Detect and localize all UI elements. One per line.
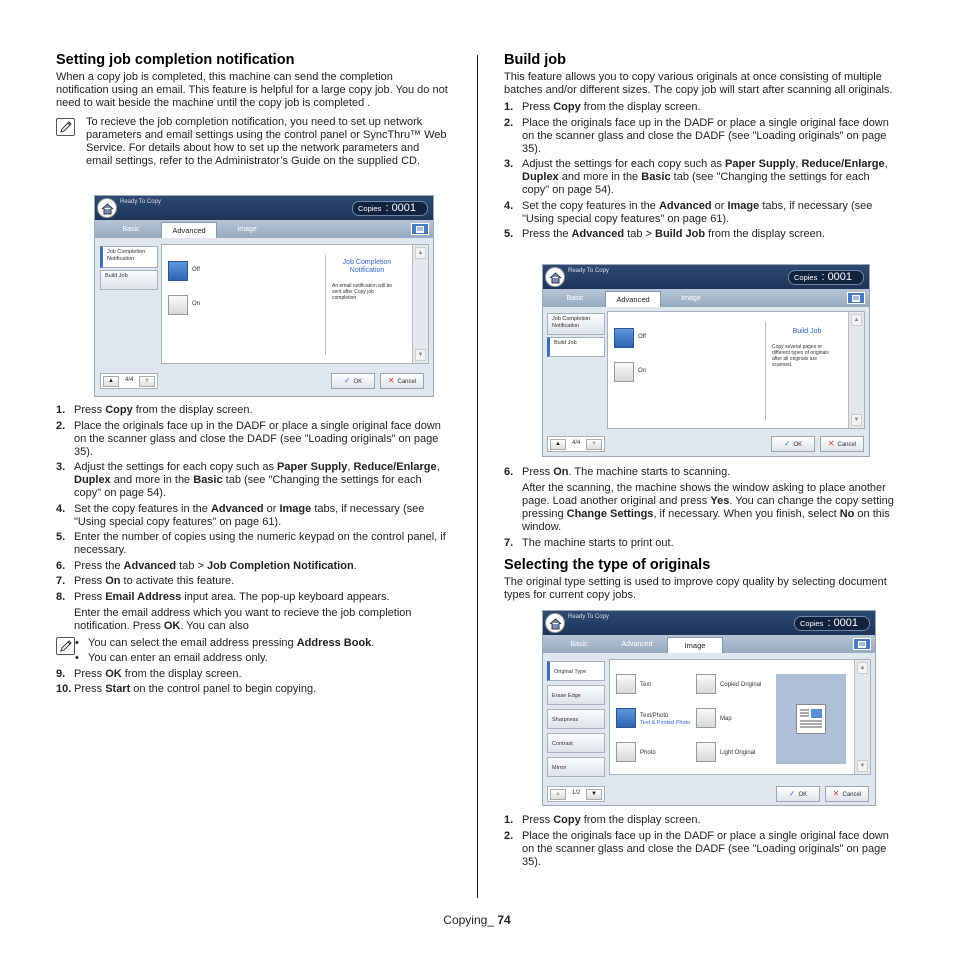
step-text: Adjust the settings for each copy such as Paper Supply, Reduce/Enlarge, Duplex and more in the Basic tab (see "Changing the settings for each copy" on page 54). [522, 158, 888, 196]
scroll-down-icon[interactable]: ▼ [857, 760, 868, 772]
option-photo-label: Photo [640, 750, 656, 756]
step-text: Press OK from the display screen. [74, 667, 242, 680]
note-block [56, 116, 448, 168]
step-number: 5. [504, 228, 514, 240]
step-number: 2. [504, 829, 514, 842]
step-text: Place the originals face up in the DADF or place a single original face down on the scanner glass and close the DADF (see "Loading originals" on page 35). [522, 116, 889, 155]
option-on-label: On [192, 301, 201, 307]
note-bullet: • You can select the email address pressing Address Book. [88, 637, 448, 650]
step-text: Press Copy from the display screen. [522, 101, 701, 113]
option-off-label: Off [192, 267, 200, 273]
page-up-icon[interactable]: ▲ [550, 439, 566, 450]
ready-status: Ready To Copy [568, 614, 609, 620]
step-text: Adjust the settings for each copy such as Paper Supply, Reduce/Enlarge, Duplex and more in the Basic tab (see "Changing the settings for each copy" on page 54). [74, 461, 440, 499]
intro-text: When a copy job is completed, this machine can send the completion notification using an email. This feature is helpful for a large copy job. You do not need to wait beside the machine until the copy job is completed . [56, 71, 448, 109]
step-text: Place the originals face up in the DADF or place a single original face down on the scanner glass and close the DADF (see "Loading originals" on page 35). [74, 419, 441, 458]
ok-button[interactable]: ✓ OK [331, 373, 375, 389]
step-text: Press Copy from the display screen. [74, 404, 253, 416]
step-number: 5. [56, 531, 66, 543]
page-down-icon[interactable]: ▼ [139, 376, 155, 387]
step-item [504, 537, 896, 550]
page-indicator: 4/4 [125, 377, 134, 383]
options-panel [607, 311, 865, 429]
note-bullet: • You can enter an email address only. [88, 652, 448, 665]
step-item [504, 117, 896, 156]
scrollbar[interactable] [854, 660, 870, 774]
step-number: 10. [56, 683, 72, 695]
step-text: Press Copy from the display screen. [522, 814, 701, 826]
step-number: 3. [56, 461, 66, 473]
inner-note [38, 637, 448, 665]
cancel-button[interactable]: ✕ Cancel [820, 436, 864, 452]
pager [547, 436, 605, 452]
step-number: 2. [56, 419, 66, 432]
option-text[interactable] [616, 674, 636, 694]
side-contrast[interactable]: Contrast [547, 733, 605, 753]
page-indicator: 4/4 [572, 440, 581, 446]
option-off[interactable] [614, 328, 634, 348]
step-text: Enter the number of copies using the numeric keypad on the control panel, if necessary. [74, 531, 446, 556]
screen-job-notification [94, 195, 434, 397]
check-icon: ✓ [783, 439, 791, 448]
step-text: Press the Advanced tab > Job Completion Notification. [74, 559, 357, 572]
step-item [56, 591, 448, 633]
home-button[interactable] [545, 613, 565, 633]
options-panel [609, 659, 871, 775]
scroll-up-icon[interactable]: ▲ [857, 662, 868, 674]
step-number: 4. [56, 502, 66, 515]
step-item [504, 200, 896, 226]
step-number: 1. [504, 814, 514, 826]
right-steps [504, 101, 896, 241]
note-text: To recieve the job completion notification, you need to set up network parameters and email settings using the control panel or SyncThru™ Web Service. For details about how to set up the network parameters and email settings, refer to the Administrator’s Guide on the supplied CD. [86, 116, 447, 167]
page-footer [0, 913, 954, 927]
side-job-completion[interactable]: Job Completion Notification [547, 313, 605, 335]
screen-build-job [542, 264, 870, 457]
step-item [504, 466, 896, 534]
left-column [56, 52, 448, 695]
step-item [56, 575, 448, 588]
left-steps [56, 404, 448, 633]
preview-area [776, 674, 846, 764]
ready-status: Ready To Copy [120, 199, 161, 205]
step-text: Place the originals face up in the DADF or place a single original face down on the scanner glass and close the DADF (see "Loading originals" on page 35). [522, 829, 889, 868]
option-on[interactable] [614, 362, 634, 382]
footer-section: Copying_ [443, 913, 494, 927]
left-steps-2 [56, 668, 448, 697]
job-status-icon[interactable] [411, 223, 429, 235]
step-item [56, 668, 448, 681]
step-text: Set the copy features in the Advanced or Image tabs, if necessary (see "Using special copy features" on page 61). [74, 502, 425, 528]
page-indicator: 1/2 [572, 790, 581, 796]
right-steps-2 [504, 466, 896, 550]
job-status-icon[interactable] [847, 292, 865, 304]
tab-basic[interactable]: Basic [570, 641, 588, 648]
option-off-label: Off [638, 334, 646, 340]
option-light-original[interactable] [696, 742, 716, 762]
side-erase-edge[interactable]: Erase Edge [547, 685, 605, 705]
step-text: Press the Advanced tab > Build Job from the display screen. [522, 228, 825, 240]
tab-basic[interactable]: Basic [566, 295, 584, 302]
step-item [504, 228, 896, 241]
step-item [504, 158, 896, 197]
scroll-up-icon[interactable]: ▲ [415, 247, 426, 259]
copies-counter: Copies : 0001 [352, 201, 428, 216]
option-copied-original-label: Copied Original [720, 682, 762, 688]
document-preview-icon [796, 704, 826, 734]
step-item [56, 503, 448, 529]
desc-text: Copy several pages or different types of originals after all originals are scanned. [772, 344, 829, 368]
step-item [56, 404, 448, 417]
option-text-photo[interactable] [616, 708, 636, 728]
option-map-label: Map [720, 716, 732, 722]
side-build-job[interactable]: Build Job [547, 337, 605, 357]
step-number: 1. [504, 101, 514, 113]
right-column [504, 52, 896, 868]
step-number: 4. [504, 199, 514, 212]
page-down-icon[interactable]: ▼ [586, 439, 602, 450]
side-build-job[interactable]: Build Job [100, 270, 158, 290]
step-text: Press On to activate this feature. [74, 575, 235, 587]
step-item [56, 683, 448, 696]
ok-button[interactable]: ✓ OK [776, 786, 820, 802]
step-number: 7. [56, 575, 66, 587]
section-heading-original-type: Selecting the type of originals [504, 557, 711, 573]
option-off[interactable] [168, 261, 188, 281]
option-light-original-label: Light Original [720, 750, 756, 756]
step-text: Press Start on the control panel to begin copying. [74, 683, 317, 695]
step-text: The machine starts to print out. [522, 536, 674, 549]
tab-advanced[interactable]: Advanced [621, 641, 653, 648]
page-up-icon[interactable]: ▲ [103, 376, 119, 387]
section-heading-build-job: Build job [504, 52, 567, 68]
step-number: 6. [504, 466, 514, 478]
desc-title: Job Completion Notification [342, 259, 392, 274]
scroll-down-icon[interactable]: ▼ [851, 414, 862, 426]
scrollbar[interactable] [848, 312, 864, 428]
tab-advanced[interactable]: Advanced [161, 222, 217, 238]
step-item [56, 420, 448, 459]
note-pencil-icon [56, 637, 75, 655]
option-copied-original[interactable] [696, 674, 716, 694]
step-number: 9. [56, 667, 66, 680]
ok-button[interactable]: ✓ OK [771, 436, 815, 452]
step-number: 8. [56, 590, 66, 603]
tab-image[interactable]: Image [237, 226, 257, 233]
step-text: Set the copy features in the Advanced or Image tabs, if necessary (see "Using special copy features" on page 61). [522, 199, 873, 225]
option-map[interactable] [696, 708, 716, 728]
option-text-photo-label: Text/Photo Text & Printed Photo [640, 713, 691, 726]
side-job-completion[interactable]: Job Completion Notification [100, 246, 158, 268]
copies-counter: Copies : 0001 [794, 616, 870, 631]
check-icon: ✓ [343, 376, 351, 385]
cancel-button[interactable]: ✕ Cancel [825, 786, 869, 802]
x-icon: ✕ [832, 789, 840, 798]
home-button[interactable] [545, 267, 565, 287]
options-panel [161, 244, 429, 364]
scroll-down-icon[interactable]: ▼ [415, 349, 426, 361]
build-intro: This feature allows you to copy various originals at once consisting of multiple batches and/or different sizes. The copy job will start after scanning all originals. [504, 71, 893, 96]
step-subtext: Enter the email address which you want to recieve the job completion notification. Press OK. You can also [74, 606, 412, 632]
option-photo[interactable] [616, 742, 636, 762]
screen-original-type [542, 610, 876, 806]
step-item [56, 531, 448, 557]
step-text: Press On. The machine starts to scanning. [522, 466, 731, 478]
tab-image[interactable]: Image [667, 637, 723, 653]
side-mirror[interactable]: Mirror [547, 757, 605, 777]
step-number: 7. [504, 536, 514, 549]
copies-counter: Copies : 0001 [788, 270, 864, 285]
option-on[interactable] [168, 295, 188, 315]
tab-basic[interactable]: Basic [122, 226, 140, 233]
right-steps-3 [504, 814, 896, 869]
page-up-icon[interactable]: ▲ [550, 789, 566, 800]
step-subtext: After the scanning, the machine shows the window asking to place another page. Load another original and press Yes. You can change the copy setting pressing Change Settings, if necessary. When you finish, select No on this window. [522, 482, 894, 533]
step-item [56, 461, 448, 500]
home-button[interactable] [97, 198, 117, 218]
step-number: 1. [56, 404, 66, 416]
pager [100, 373, 158, 389]
tab-advanced[interactable]: Advanced [605, 291, 661, 307]
option-text-label: Text [640, 682, 652, 688]
section-heading-job-notification: Setting job completion notification [56, 52, 295, 68]
desc-title: Build Job [792, 328, 822, 335]
check-icon: ✓ [788, 789, 796, 798]
cancel-button[interactable]: ✕ Cancel [380, 373, 424, 389]
step-number: 6. [56, 559, 66, 572]
side-sharpness[interactable]: Sharpness [547, 709, 605, 729]
step-item [504, 101, 896, 114]
x-icon: ✕ [387, 376, 395, 385]
note-pencil-icon [56, 118, 75, 136]
side-original-type[interactable]: Original Type [547, 661, 605, 681]
job-status-icon[interactable] [853, 638, 871, 650]
tab-image[interactable]: Image [681, 295, 701, 302]
page-number: 74 [497, 913, 511, 927]
x-icon: ✕ [827, 439, 835, 448]
step-item [504, 814, 896, 827]
original-type-intro: The original type setting is used to improve copy quality by selecting document types for current copy jobs. [504, 576, 887, 601]
scroll-up-icon[interactable]: ▲ [851, 314, 862, 326]
option-on-label: On [638, 368, 647, 374]
step-item [56, 560, 448, 573]
step-number: 2. [504, 116, 514, 129]
pager [547, 786, 605, 802]
step-item [504, 830, 896, 869]
desc-text: An email notification will be sent after Copy job completion [332, 283, 393, 301]
note-bullets [88, 637, 448, 665]
column-divider [477, 55, 478, 898]
page-down-icon[interactable]: ▼ [586, 789, 602, 800]
scrollbar[interactable] [412, 245, 428, 363]
ready-status: Ready To Copy [568, 268, 609, 274]
step-number: 3. [504, 158, 514, 170]
step-text: Press Email Address input area. The pop-up keyboard appears. [74, 590, 390, 603]
